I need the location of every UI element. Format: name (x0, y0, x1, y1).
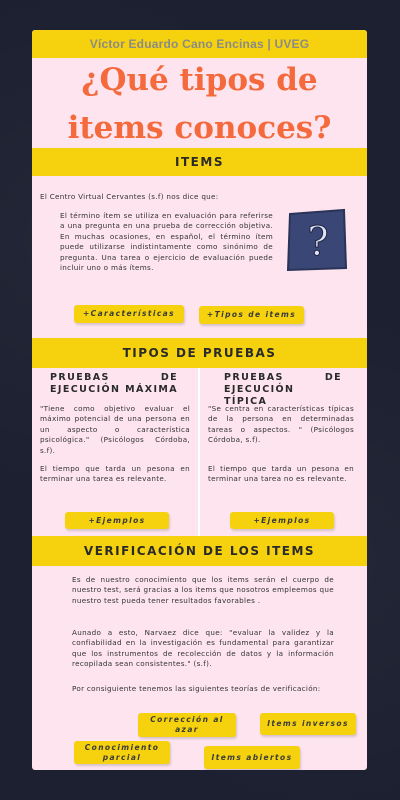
verification-heading-text: VERIFICACIÓN DE LOS ITEMS (83, 544, 316, 558)
verification-paragraph-1: Es de nuestro conocimiento que los items serán el cuerpo de nuestro test, será gracias a los items que nosotros empleemos que nuestro test pueda tener resultados favorables . (72, 575, 334, 605)
items-definition-quote: El término ítem se utiliza en evaluación para referirse a una pregunta en una prueba de corrección objetiva. En muchas ocasiones, en español, el término ítem puede utilizarse indistintamente como sinónimo de pregunta. Una tarea o ejercicio de evaluación puede incluir uno o más ítems. (60, 211, 273, 273)
max-performance-title: PRUEBAS DE EJECUCIÓN MÁXIMA (50, 372, 178, 395)
items-heading-text: ITEMS (175, 155, 224, 169)
question-mark-icon (286, 208, 350, 272)
page-title-line-2: items conoces? (67, 110, 332, 146)
inverse-items-button[interactable]: Items inversos (260, 713, 356, 735)
items-intro: El Centro Virtual Cervantes (s.f) nos dice que: (40, 192, 219, 201)
open-items-button[interactable]: Items abiertos (204, 746, 300, 769)
typical-performance-title: PRUEBAS DE EJECUCIÓN TÍPICA (224, 372, 342, 407)
max-performance-time-note: El tiempo que tarda un pesona en terminar una tarea es relevante. (40, 464, 190, 484)
characteristics-button[interactable]: +Características (74, 305, 184, 323)
max-performance-definition: "Tiene como objetivo evaluar el máximo potencial de una persona en un aspecto o característica psicológica." (Psicólogos Córdoba, s.f). (40, 404, 190, 455)
random-correction-button[interactable]: Corrección al azar (138, 713, 236, 737)
author-name: Víctor Eduardo Cano Encinas | UVEG (89, 37, 310, 51)
typical-performance-definition: "Se centra en características típicas de la persona en determinadas tareas o aspectos. " (Psicólogos Córdoba, s.f). (208, 404, 354, 445)
items-section-heading (32, 148, 367, 176)
typical-performance-time-note: El tiempo que tarda un pesona en terminar una tarea no es relevante. (208, 464, 354, 484)
typical-examples-button[interactable]: +Ejemplos (230, 512, 334, 529)
tests-heading-text: TIPOS DE PRUEBAS (122, 346, 277, 360)
item-types-button[interactable]: +Tipos de items (199, 306, 304, 324)
infographic-card (32, 30, 367, 770)
page-title (32, 56, 367, 152)
verification-paragraph-2: Aunado a esto, Narvaez dice que: "evaluar la validez y la confiabilidad en la investigación es fundamental para garantizar que los instrumentos de recolección de datos y la información recopilada sean consistentes." (s.f). (72, 628, 334, 669)
tests-section-heading (32, 338, 367, 368)
partial-knowledge-button[interactable]: Conocimiento parcial (74, 741, 170, 764)
svg-text:?: ? (307, 219, 329, 265)
column-divider (198, 368, 200, 536)
verification-paragraph-3: Por consiguiente tenemos las siguientes teorías de verificación: (72, 684, 321, 693)
verification-section-heading (32, 536, 367, 566)
page-title-line-1: ¿Qué tipos de (81, 62, 318, 98)
max-examples-button[interactable]: +Ejemplos (65, 512, 169, 529)
author-banner (32, 30, 367, 58)
